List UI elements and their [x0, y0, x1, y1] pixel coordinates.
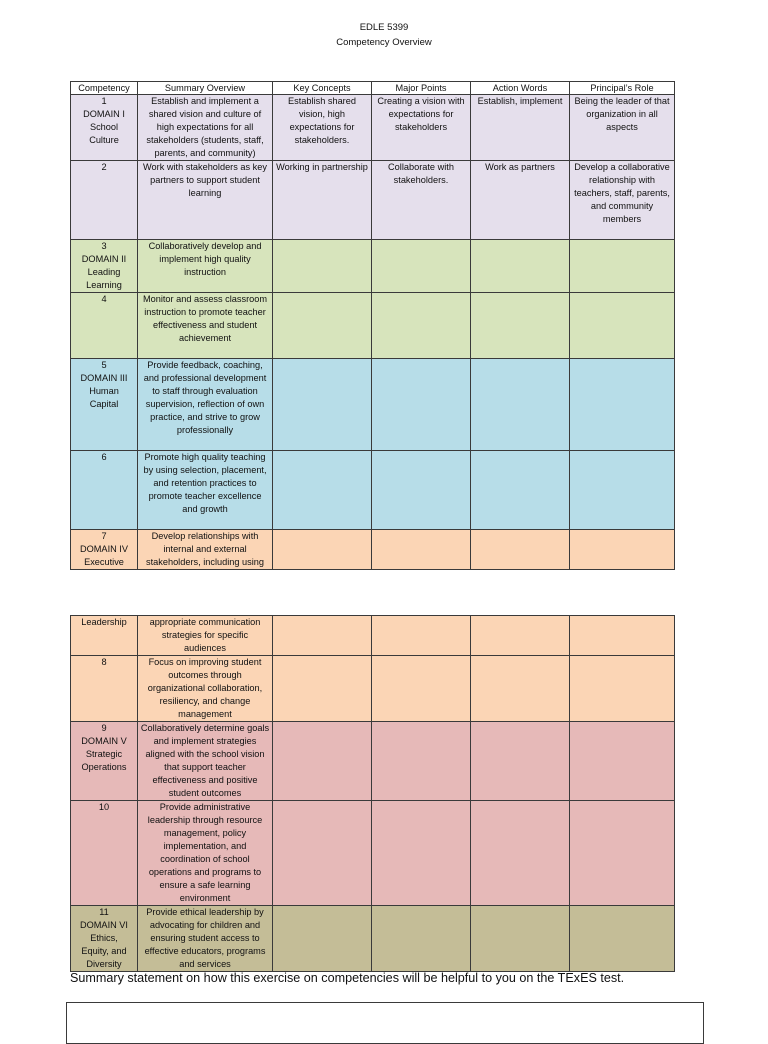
- major-points-cell[interactable]: [372, 451, 471, 530]
- key-concepts-cell[interactable]: [273, 451, 372, 530]
- principals-role-cell[interactable]: Being the leader of that organization in all aspects: [570, 95, 675, 161]
- competency-number: 1: [101, 96, 107, 106]
- key-concepts-cell[interactable]: [273, 722, 372, 801]
- summary-overview-cell[interactable]: Collaboratively develop and implement high quality instruction: [138, 240, 273, 293]
- key-concepts-cell[interactable]: [273, 530, 372, 570]
- principals-role-cell[interactable]: [570, 616, 675, 656]
- summary-overview-cell[interactable]: Focus on improving student outcomes through organizational collaboration, resiliency, and change management: [138, 656, 273, 722]
- key-concepts-cell[interactable]: [273, 801, 372, 906]
- domain-name-line: Capital: [89, 399, 119, 409]
- principals-role-cell[interactable]: [570, 801, 675, 906]
- action-words-cell[interactable]: [471, 451, 570, 530]
- document-title: Competency Overview: [336, 37, 432, 48]
- table-row-competency-2: [71, 161, 675, 240]
- action-words-cell[interactable]: [471, 656, 570, 722]
- summary-overview-cell[interactable]: Establish and implement a shared vision and culture of high expectations for all stakeholders (students, staff, parents, and community): [138, 95, 273, 161]
- domain-label: DOMAIN V: [81, 736, 127, 746]
- summary-overview-cell[interactable]: Provide administrative leadership through resource management, policy implementation, and coordination of school operations and programs to ensure a safe learning environment: [138, 801, 273, 906]
- summary-overview-cell[interactable]: Promote high quality teaching by using selection, placement, and retention practices to promote teacher excellence and growth: [138, 451, 273, 530]
- domain-label: DOMAIN II: [81, 254, 127, 264]
- table-row-competency-7: [71, 530, 675, 570]
- competency-table-page-1: [70, 81, 675, 570]
- domain-name-line: Leadership: [81, 617, 127, 627]
- summary-answer-box[interactable]: [66, 1002, 704, 1044]
- summary-overview-cell[interactable]: Work with stakeholders as key partners to support student learning: [138, 161, 273, 240]
- domain-name-line: Executive: [84, 557, 124, 567]
- domain-name-line: Equity, and: [81, 946, 127, 956]
- competency-cell: [71, 240, 138, 293]
- principals-role-cell[interactable]: [570, 451, 675, 530]
- summary-overview-cell[interactable]: Collaboratively determine goals and implement strategies aligned with the school vision that support teacher effectiveness and positive student outcomes: [138, 722, 273, 801]
- major-points-cell[interactable]: [372, 801, 471, 906]
- header-principals-role: Principal’s Role: [570, 82, 675, 95]
- summary-overview-cell[interactable]: Develop relationships with internal and external stakeholders, including using: [138, 530, 273, 570]
- competency-number: 9: [101, 723, 107, 733]
- domain-label: DOMAIN III: [80, 373, 128, 383]
- major-points-cell[interactable]: [372, 616, 471, 656]
- table-row-competency-8: [71, 656, 675, 722]
- table-row-competency-3: [71, 240, 675, 293]
- domain-name-line: Leading: [87, 267, 121, 277]
- competency-cell: [71, 656, 138, 722]
- header-summary-overview: Summary Overview: [138, 82, 273, 95]
- summary-overview-cell[interactable]: Provide ethical leadership by advocating for children and ensuring student access to effective educators, programs and services: [138, 906, 273, 972]
- competency-cell: [71, 95, 138, 161]
- key-concepts-cell[interactable]: [273, 616, 372, 656]
- domain-name-line: Diversity: [86, 959, 122, 969]
- major-points-cell[interactable]: Creating a vision with expectations for stakeholders: [372, 95, 471, 161]
- table-row-competency-4: [71, 293, 675, 359]
- key-concepts-cell[interactable]: Working in partnership: [273, 161, 372, 240]
- competency-cell: [71, 616, 138, 656]
- key-concepts-cell[interactable]: [273, 359, 372, 451]
- key-concepts-cell[interactable]: [273, 293, 372, 359]
- major-points-cell[interactable]: [372, 359, 471, 451]
- competency-number: 3: [101, 241, 107, 251]
- competency-cell: [71, 722, 138, 801]
- table-row-competency-11: [71, 906, 675, 972]
- principals-role-cell[interactable]: [570, 530, 675, 570]
- domain-name-line: School: [89, 122, 119, 132]
- action-words-cell[interactable]: [471, 722, 570, 801]
- principals-role-cell[interactable]: [570, 240, 675, 293]
- competency-cell: [71, 161, 138, 240]
- major-points-cell[interactable]: [372, 906, 471, 972]
- domain-name-line: Culture: [89, 135, 119, 145]
- competency-number: 7: [101, 531, 107, 541]
- competency-cell: [71, 530, 138, 570]
- table-row-competency-9: [71, 722, 675, 801]
- header-action-words: Action Words: [471, 82, 570, 95]
- header-major-points: Major Points: [372, 82, 471, 95]
- action-words-cell[interactable]: [471, 240, 570, 293]
- domain-label: DOMAIN VI: [80, 920, 128, 930]
- competency-cell: [71, 906, 138, 972]
- table-row-competency-6: [71, 451, 675, 530]
- key-concepts-cell[interactable]: [273, 240, 372, 293]
- competency-number: 2: [101, 162, 107, 172]
- principals-role-cell[interactable]: [570, 906, 675, 972]
- action-words-cell[interactable]: [471, 616, 570, 656]
- header-key-concepts: Key Concepts: [273, 82, 372, 95]
- domain-name-line: Strategic: [85, 749, 123, 759]
- action-words-cell[interactable]: [471, 906, 570, 972]
- major-points-cell[interactable]: Collaborate with stakeholders.: [372, 161, 471, 240]
- principals-role-cell[interactable]: [570, 293, 675, 359]
- major-points-cell[interactable]: [372, 656, 471, 722]
- competency-number: 11: [99, 907, 109, 917]
- domain-label: DOMAIN I: [83, 109, 125, 119]
- competency-table-page-2: [70, 615, 675, 972]
- principals-role-cell[interactable]: [570, 359, 675, 451]
- summary-prompt: Summary statement on how this exercise on competencies will be helpful to you on the TExES test.: [70, 971, 625, 985]
- domain-name-line: Learning: [86, 280, 122, 290]
- action-words-cell[interactable]: [471, 359, 570, 451]
- summary-overview-cell[interactable]: appropriate communication strategies for specific audiences: [138, 616, 273, 656]
- action-words-cell[interactable]: [471, 801, 570, 906]
- competency-number: 5: [101, 360, 107, 370]
- action-words-cell[interactable]: [471, 530, 570, 570]
- major-points-cell[interactable]: [372, 530, 471, 570]
- principals-role-cell[interactable]: [570, 722, 675, 801]
- major-points-cell[interactable]: [372, 722, 471, 801]
- domain-name-line: Ethics,: [90, 933, 118, 943]
- competency-cell: [71, 359, 138, 451]
- table-header-row: [71, 82, 675, 95]
- key-concepts-cell[interactable]: [273, 656, 372, 722]
- domain-name-line: Operations: [81, 762, 127, 772]
- summary-overview-cell[interactable]: Provide feedback, coaching, and professional development to staff through evaluation supervision, reflection of own practice, and strive to grow professionally: [138, 359, 273, 451]
- major-points-cell[interactable]: [372, 240, 471, 293]
- principals-role-cell[interactable]: [570, 656, 675, 722]
- course-code: EDLE 5399: [359, 22, 409, 33]
- competency-number: 4: [101, 294, 107, 304]
- principals-role-cell[interactable]: Develop a collaborative relationship with teachers, staff, parents, and community members: [570, 161, 675, 240]
- key-concepts-cell[interactable]: [273, 906, 372, 972]
- domain-name-line: Human: [89, 386, 119, 396]
- major-points-cell[interactable]: [372, 293, 471, 359]
- action-words-cell[interactable]: [471, 293, 570, 359]
- competency-cell: [71, 293, 138, 359]
- header-competency: Competency: [71, 82, 138, 95]
- table-row-competency-7-continued: [71, 616, 675, 656]
- competency-cell: [71, 801, 138, 906]
- competency-number: 8: [101, 657, 107, 667]
- summary-overview-cell[interactable]: Monitor and assess classroom instruction to promote teacher effectiveness and student achievement: [138, 293, 273, 359]
- competency-number: 6: [101, 452, 107, 462]
- action-words-cell[interactable]: Establish, implement: [471, 95, 570, 161]
- table-row-competency-10: [71, 801, 675, 906]
- competency-number: 10: [98, 802, 110, 812]
- action-words-cell[interactable]: Work as partners: [471, 161, 570, 240]
- table-row-competency-1: [71, 95, 675, 161]
- key-concepts-cell[interactable]: Establish shared vision, high expectations for stakeholders.: [273, 95, 372, 161]
- competency-cell: [71, 451, 138, 530]
- table-row-competency-5: [71, 359, 675, 451]
- domain-label: DOMAIN IV: [80, 544, 128, 554]
